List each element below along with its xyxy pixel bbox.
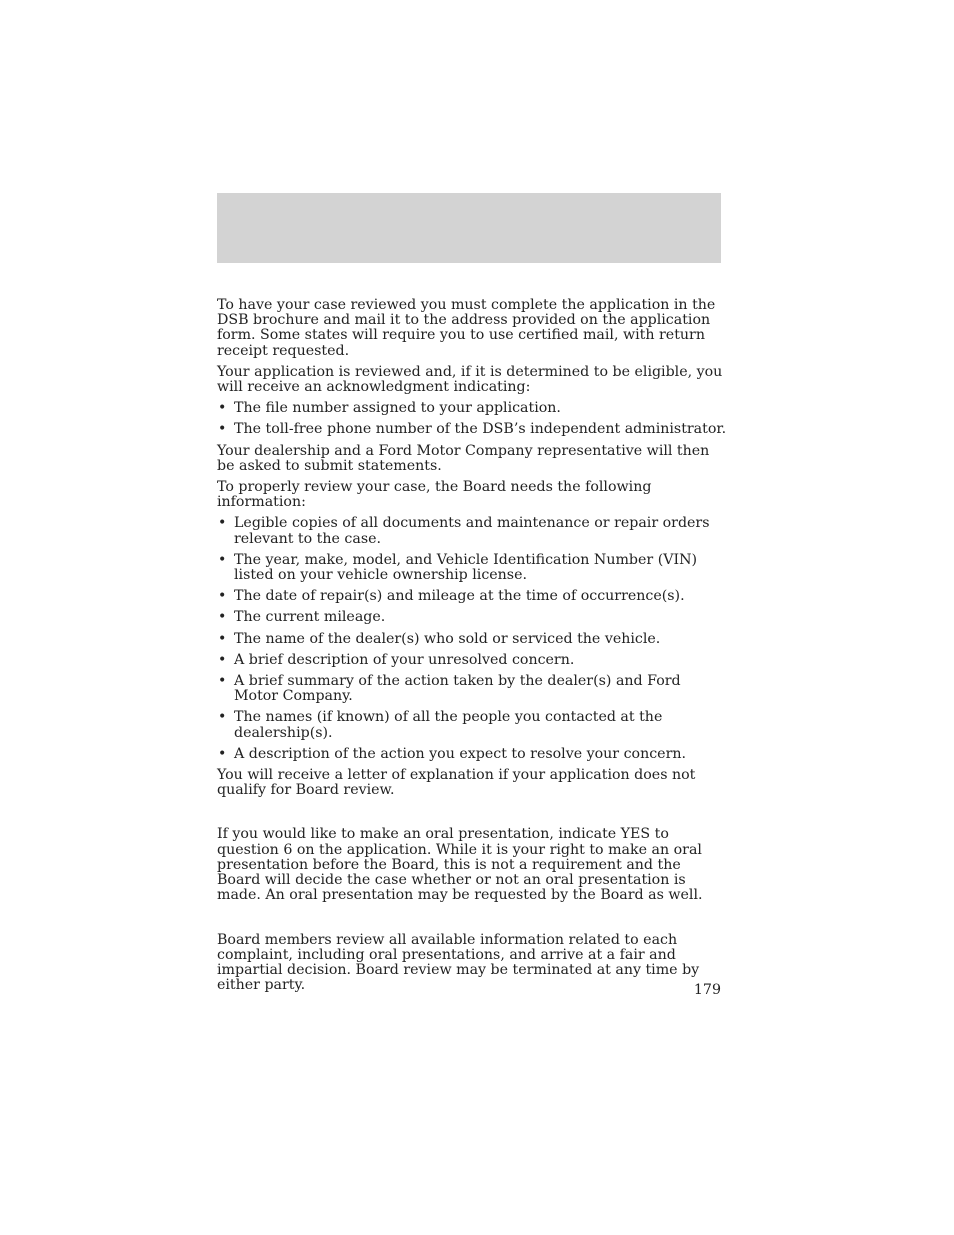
paragraph-acknowledgment: Your application is reviewed and, if it is determined to be eligible, you will receive an acknowledgment indicating: bbox=[217, 363, 723, 396]
list-item: • The toll-free phone number of the DSB’s independent administrator. bbox=[218, 421, 727, 438]
list-item: • A brief description of your unresolved concern. bbox=[218, 651, 575, 668]
list-item: • The current mileage. bbox=[218, 609, 386, 626]
header-bar bbox=[217, 193, 721, 263]
paragraph-application: To have your case reviewed you must complete the application in the DSB brochure and mail it to the address provided on the application form. Some states will require you to use certified mail, with return receipt requested. bbox=[217, 297, 716, 359]
list-item: • Legible copies of all documents and maintenance or repair orders relevant to the case. bbox=[218, 515, 710, 547]
list-item: • The names (if known) of all the people you contacted at the dealership(s). bbox=[218, 709, 663, 741]
paragraph-information-needed: To properly review your case, the Board needs the following information: bbox=[217, 479, 652, 511]
list-item: • The date of repair(s) and mileage at the time of occurrence(s). bbox=[218, 588, 685, 605]
bullet-icon: • bbox=[218, 609, 227, 626]
list-item: • The name of the dealer(s) who sold or serviced the vehicle. bbox=[218, 630, 661, 647]
information-list bbox=[217, 516, 727, 762]
bullet-icon: • bbox=[218, 673, 227, 690]
page-content bbox=[217, 298, 727, 999]
bullet-icon: • bbox=[218, 651, 227, 668]
acknowledgment-list bbox=[217, 401, 727, 437]
bullet-icon: • bbox=[218, 421, 227, 438]
page-number: 179 bbox=[693, 982, 721, 998]
list-item: • The year, make, model, and Vehicle Identification Number (VIN) listed on your vehicle ownership license. bbox=[218, 551, 698, 584]
bullet-icon: • bbox=[218, 551, 227, 568]
bullet-icon: • bbox=[218, 630, 227, 647]
bullet-icon: • bbox=[218, 515, 227, 532]
bullet-icon: • bbox=[218, 400, 227, 417]
bullet-icon: • bbox=[218, 588, 227, 605]
bullet-icon: • bbox=[218, 709, 227, 726]
bullet-icon: • bbox=[218, 745, 227, 762]
section-gap bbox=[217, 804, 727, 827]
paragraph-statements: Your dealership and a Ford Motor Company representative will then be asked to submit statements. bbox=[217, 442, 710, 474]
list-item: • The file number assigned to your application. bbox=[218, 400, 561, 417]
paragraph-oral-presentation: If you would like to make an oral presentation, indicate YES to question 6 on the application. While it is your right to make an oral presentation before the Board, this is not a requirement and the Board will decide the case whether or not an oral presentation is made. An oral presentation may be requested by the Board as well. bbox=[217, 826, 703, 904]
list-item: • A brief summary of the action taken by the dealer(s) and Ford Motor Company. bbox=[218, 673, 681, 705]
paragraph-letter-of-explanation: You will receive a letter of explanation if your application does not qualify for Board review. bbox=[217, 767, 696, 799]
section-gap bbox=[217, 910, 727, 933]
paragraph-board-review: Board members review all available information related to each complaint, including oral presentations, and arrive at a fair and impartial decision. Board review may be terminated at any time by either party. bbox=[217, 931, 700, 994]
list-item: • A description of the action you expect to resolve your concern. bbox=[218, 745, 686, 762]
